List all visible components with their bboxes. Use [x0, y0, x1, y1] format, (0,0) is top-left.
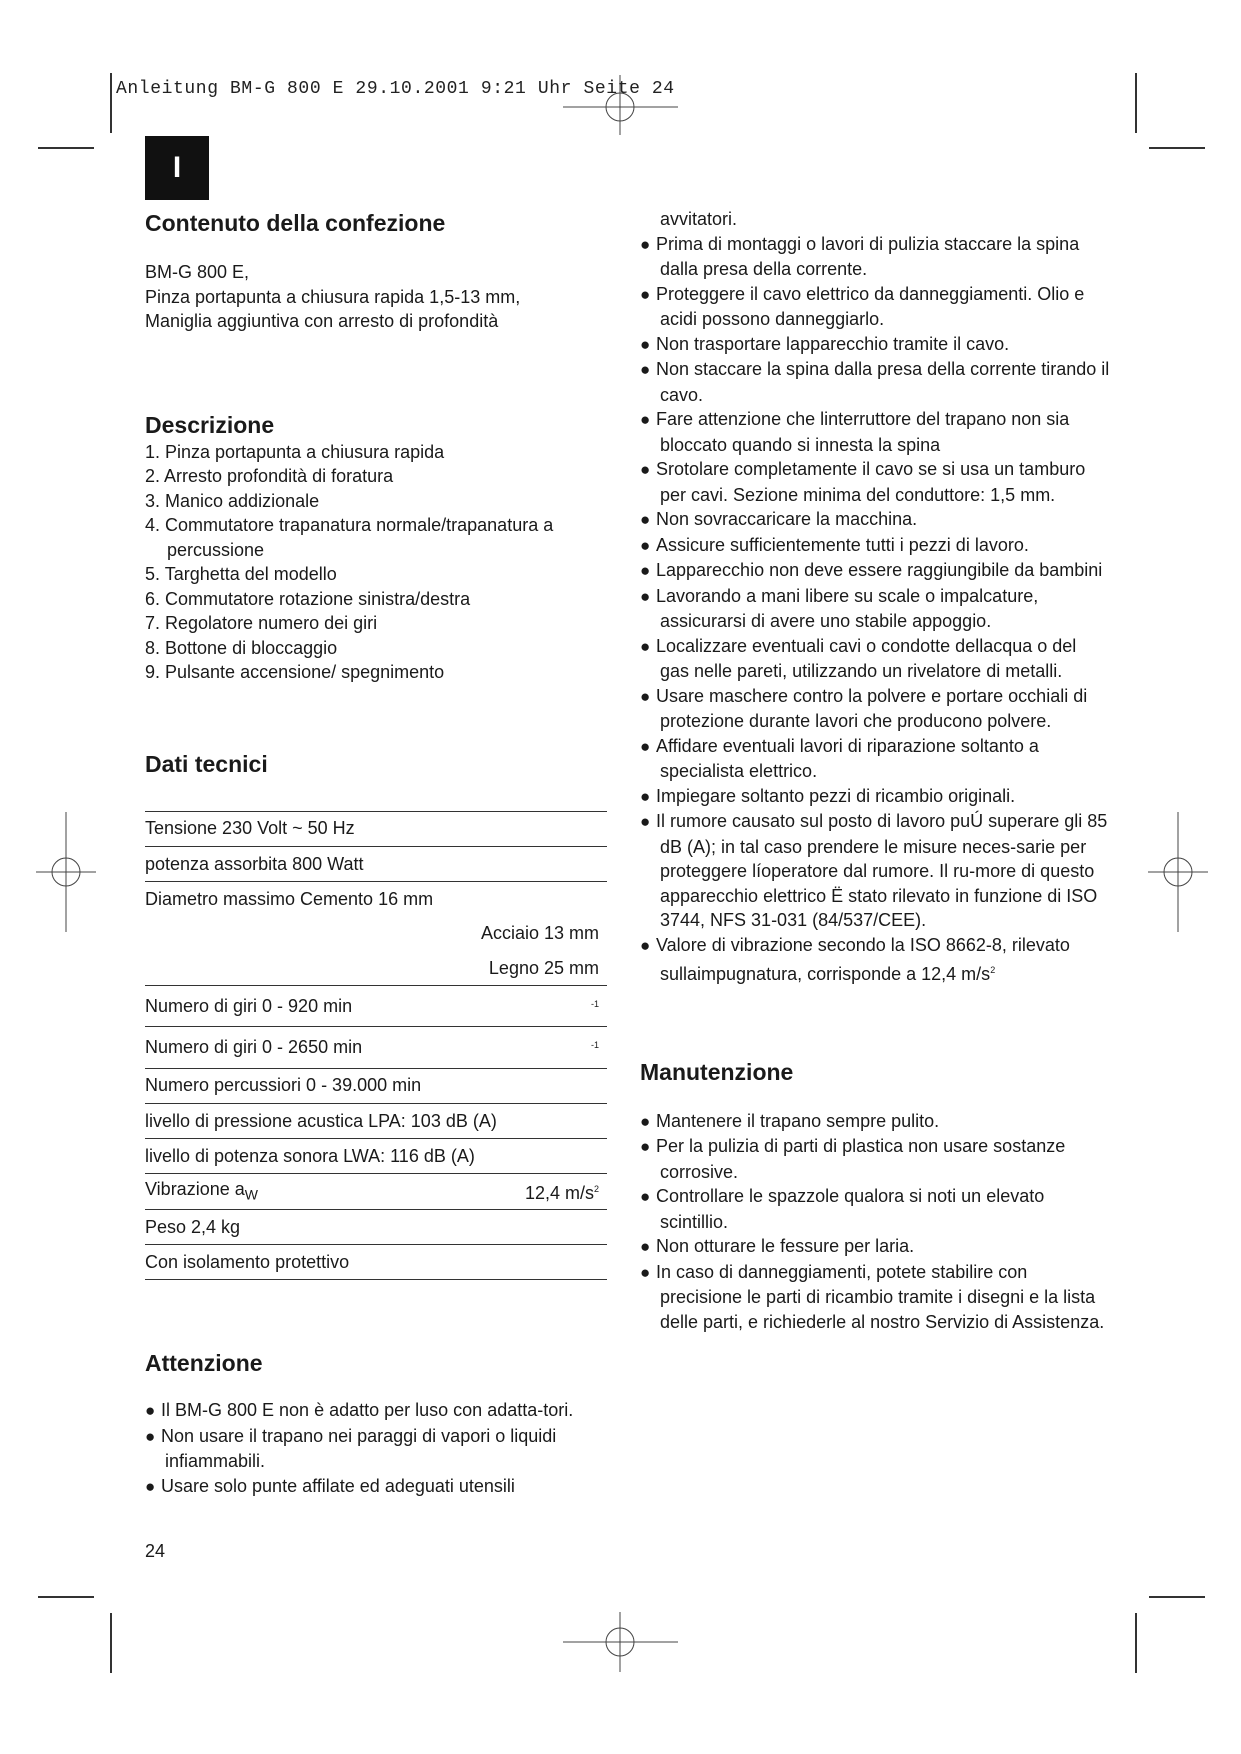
page-number: 24: [145, 1541, 166, 1561]
spec-table: [145, 811, 607, 1281]
list-item: ● Prima di montaggi o lavori di pulizia staccare la spina dalla presa della corrente.: [640, 232, 1110, 282]
spec-potenza-sonora: livello di potenza sonora LWA: 116 dB (A): [145, 1139, 607, 1174]
print-header: Anleitung BM-G 800 E 29.10.2001 9:21 Uhr Seite 24: [116, 79, 675, 99]
spec-giri-2: Numero di giri 0 - 2650 min: [145, 1027, 480, 1068]
spec-vibrazione-label: [145, 1174, 480, 1209]
list-item: ● Srotolare completamente il cavo se si usa un tamburo per cavi. Sezione minima del conduttore: 1,5 mm.: [640, 457, 1110, 507]
spec-acciaio: Acciaio 13 mm: [480, 923, 599, 944]
list-item: ● Fare attenzione che linterruttore del trapano non sia bloccato quando si innesta la spina: [640, 407, 1110, 457]
attenzione-title: Attenzione: [145, 1350, 263, 1377]
spec-tensione: Tensione 230 Volt ~ 50 Hz: [145, 811, 607, 846]
spec-percussioni: Numero percussiori 0 - 39.000 min: [145, 1068, 607, 1103]
vibrazione-unit-sup: 2: [990, 965, 996, 975]
confezione-line: Pinza portapunta a chiusura rapida 1,5-13 mm,: [145, 286, 521, 307]
registration-mark-bottom: [563, 1612, 678, 1672]
list-item: ● Il rumore causato sul posto di lavoro puÚ superare gli 85 dB (A); in tal caso prendere le misure neces-sarie per proteggere líoperatore dal rumore. Il ru-more di questo apparecchio elettrico Ë stato rilevato in funzione di ISO 3744, NFS 31-031 (84/537/CEE).: [640, 809, 1110, 933]
list-item: ● Per la pulizia di parti di plastica non usare sostanze corrosive.: [640, 1134, 1110, 1184]
spec-giri-2-unit: -1: [590, 1040, 599, 1051]
list-item: ● Usare maschere contro la polvere e portare occhiali di protezione durante lavori che producono polvere.: [640, 684, 1110, 734]
list-item: 7. Regolatore numero dei giri: [145, 613, 378, 633]
list-item: ● Non sovraccaricare la macchina.: [640, 507, 1110, 533]
list-item-vibrazione: [640, 933, 1110, 987]
list-item: ● Non trasportare lapparecchio tramite il cavo.: [640, 332, 1110, 358]
list-item: ● Proteggere il cavo elettrico da danneggiamenti. Olio e acidi possono danneggiarlo.: [640, 282, 1110, 332]
list-item: 2. Arresto profondità di foratura: [145, 466, 394, 486]
spec-peso: Peso 2,4 kg: [145, 1209, 607, 1244]
vibrazione-label: Vibrazione a: [145, 1178, 245, 1199]
list-item: ● Non staccare la spina dalla presa della corrente tirando il cavo.: [640, 357, 1110, 407]
list-item: ● Affidare eventuali lavori di riparazione soltanto a specialista elettrico.: [640, 734, 1110, 784]
spec-giri-1-unit: -1: [590, 998, 599, 1009]
list-item: 1. Pinza portapunta a chiusura rapida: [145, 441, 445, 462]
spec-pressione: livello di pressione acustica LPA: 103 dB (A): [145, 1103, 607, 1138]
safety-list: [640, 232, 1110, 987]
list-item: ● Impiegare soltanto pezzi di ricambio originali.: [640, 784, 1110, 810]
vibrazione-text: Valore di vibrazione secondo la ISO 8662-8, rilevato sullaimpugnatura, corrisponde a 12,4 m/s: [656, 934, 1070, 984]
registration-mark-right: [1148, 812, 1208, 932]
list-item: 3. Manico addizionale: [145, 490, 320, 511]
continuation-text: avvitatori.: [660, 209, 738, 229]
crop-mark: [1149, 1596, 1205, 1598]
list-item: 9. Pulsante accensione/ spegnimento: [145, 662, 445, 682]
crop-mark: [38, 1596, 94, 1598]
attenzione-list: [145, 1398, 610, 1499]
left-column: [145, 208, 610, 1499]
list-item: 4. Commutatore trapanatura normale/trapanatura a percussione: [145, 515, 554, 560]
spec-potenza: potenza assorbita 800 Watt: [145, 846, 607, 881]
list-item: 8. Bottone di bloccaggio: [145, 637, 338, 658]
list-item: ● Usare solo punte affilate ed adeguati utensili: [145, 1474, 610, 1500]
crop-mark: [1149, 147, 1205, 149]
crop-mark: [1135, 73, 1137, 133]
list-item: ● Controllare le spazzole qualora si noti un elevato scintillio.: [640, 1184, 1110, 1234]
confezione-line: Maniglia aggiuntiva con arresto di profondità: [145, 311, 499, 331]
spec-diametro: Diametro massimo Cemento 16 mm: [145, 882, 607, 917]
spec-isolamento: Con isolamento protettivo: [145, 1245, 607, 1280]
list-item: ● Lavorando a mani libere su scale o impalcature, assicurarsi di avere uno stabile appoggio.: [640, 584, 1110, 634]
crop-mark: [38, 147, 94, 149]
list-item: ● Localizzare eventuali cavi o condotte dellacqua o del gas nelle pareti, utilizzando un rivelatore di metalli.: [640, 634, 1110, 684]
descrizione-title: Descrizione: [145, 411, 275, 438]
list-item: 6. Commutatore rotazione sinistra/destra: [145, 588, 471, 609]
crop-mark: [110, 1613, 112, 1673]
list-item: ● Non usare il trapano nei paraggi di vapori o liquidi infiammabili.: [145, 1424, 610, 1474]
spec-legno: Legno 25 mm: [488, 957, 599, 978]
confezione-line: BM-G 800 E,: [145, 262, 250, 282]
manutenzione-title: Manutenzione: [640, 1058, 794, 1085]
crop-mark: [110, 73, 112, 133]
vibrazione-sub: W: [244, 1186, 258, 1203]
crop-mark: [1135, 1613, 1137, 1673]
spec-giri-1: Numero di giri 0 - 920 min: [145, 985, 480, 1026]
list-item: ● Assicure sufficientemente tutti i pezzi di lavoro.: [640, 533, 1110, 559]
spec-vibrazione-value-cell: [480, 1174, 607, 1209]
right-column: [640, 207, 1110, 1334]
language-tab: I: [145, 136, 209, 200]
dati-tecnici-title: Dati tecnici: [145, 750, 268, 777]
list-item: ● Mantenere il trapano sempre pulito.: [640, 1109, 1110, 1135]
vibrazione-sup: 2: [593, 1184, 599, 1195]
list-item: ● Non otturare le fessure per laria.: [640, 1234, 1110, 1260]
manutenzione-list: [640, 1109, 1110, 1335]
list-item: ● Lapparecchio non deve essere raggiungibile da bambini: [640, 558, 1110, 584]
list-item: ● In caso di danneggiamenti, potete stabilire con precisione le parti di ricambio tramite i disegni e la lista delle parti, e richiederle al nostro Servizio di Assistenza.: [640, 1260, 1110, 1335]
vibrazione-value: 12,4 m/s: [524, 1183, 594, 1204]
confezione-title: Contenuto della confezione: [145, 210, 446, 236]
list-item: ● Il BM-G 800 E non è adatto per luso con adatta-tori.: [145, 1398, 610, 1424]
descrizione-list: [145, 440, 610, 685]
list-item: 5. Targhetta del modello: [145, 564, 337, 584]
registration-mark-left: [36, 812, 96, 932]
